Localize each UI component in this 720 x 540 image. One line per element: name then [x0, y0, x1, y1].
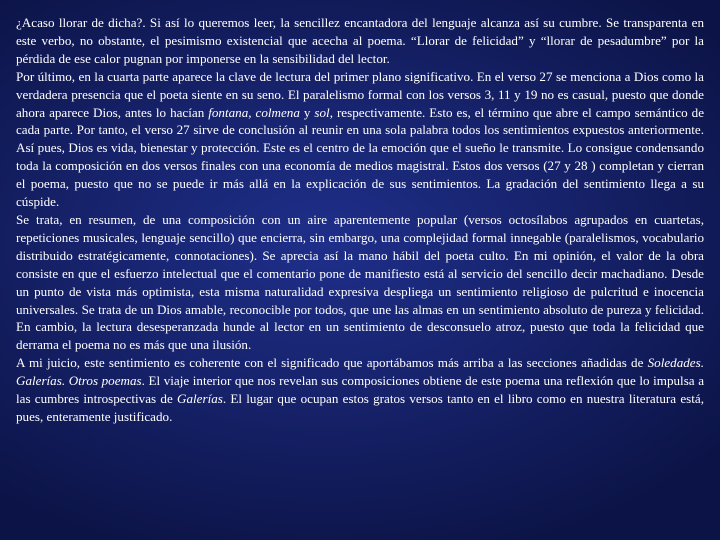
paragraph-4-run-5: . El lugar que ocupan estos gratos versos tanto en el libro como en nuestra literatura está, pues, enteramente justificado. [16, 391, 704, 424]
paragraph-2-run-5: y [299, 104, 315, 120]
paragraph-4-run-1: A mi juicio, este sentimiento es coherente con el significado que aportábamos más arriba a las secciones añadidas de [16, 355, 648, 371]
paragraph-2-italic-fontana: fontana [208, 104, 249, 120]
paragraph-4-italic-book-title: Soledades. Galerías. Otros poemas [16, 355, 704, 389]
paragraph-3-run-1: Se trata, en resumen, de una composición con un aire aparentemente popular (versos octosílabos agrupados en cuartetas, repeticiones musicales, lenguaje sencillo) que encierra, sin embargo, una complejidad formal innegable (paralelismos, vocabulario distribuido estratégicamente, connotaciones). Se aprecia así la mano hábil del poeta culto. En mi opinión, el valor de la obra consiste en que el esfuerzo intelectual que el comentario pone de manifiesto está al servicio del sencillo decir machadiano. Desde un punto de vista más optimista, esta misma naturalidad expresiva despliega un sentimiento religioso de pulcritud e inocencia universales. Se trata de un Dios amable, reconocible por todos, que une las almas en un sentimiento absoluto de pureza y felicidad. En cambio, la lectura desesperanzada hunde al lector en un sentimiento de desconsuelo atroz, puesto que toda la felicidad que derrama el poema no es más que una ilusión. [16, 211, 704, 353]
paragraph-4 [16, 354, 704, 426]
paragraph-2 [16, 68, 704, 211]
body-text [16, 14, 704, 426]
paragraph-2-italic-sol: sol [314, 104, 330, 120]
paragraph-2-run-3: , [248, 104, 256, 120]
paragraph-2-italic-colmena: colmena [255, 104, 300, 120]
paragraph-3 [16, 211, 704, 354]
paragraph-2-run-7: , respectivamente. Esto es, el término que abre el campo semántico de cada parte. Por tanto, el verso 27 sirve de conclusión al reunir en una sola palabra todos los sentimientos expuestos anteriormente. Así pues, Dios es vida, bienestar y protección. Este es el centro de la emoción que el sueño le transmite. Lo consigue condensando toda la composición en dos versos finales con una economía de medios magistral. Estos dos versos (27 y 28 ) completan y cierran el poema, puesto que no se puede ir más allá en la explicación de sus sentimientos. La gradación del sentimiento llega a su cúspide. [16, 104, 705, 210]
paragraph-1-run-1: ¿Acaso llorar de dicha?. Si así lo queremos leer, la sencillez encantadora del lenguaje alcanza así su cumbre. Se transparenta en este verbo, no obstante, el pesimismo existencial que acecha al poema. “Llorar de felicidad” y “llorar de pesadumbre” por la pérdida de ese calor pugnan por imponerse en la sensibilidad del lector. [16, 15, 704, 66]
paragraph-4-run-3: . El viaje interior que nos revelan sus composiciones obtiene de este poema una reflexión que lo impulsa a las cumbres introspectivas de [16, 373, 705, 407]
paragraph-1 [16, 14, 704, 68]
paragraph-4-italic-galerias: Galerías [177, 391, 223, 407]
paragraph-2-run-1: Por último, en la cuarta parte aparece la clave de lectura del primer plano significativo. En el verso 27 se menciona a Dios como la verdadera presencia que el poeta siente en su seno. El paralelismo formal con los versos 3, 11 y 19 no es casual, puesto que donde ahora aparece Dios, antes lo hacían [16, 68, 704, 120]
